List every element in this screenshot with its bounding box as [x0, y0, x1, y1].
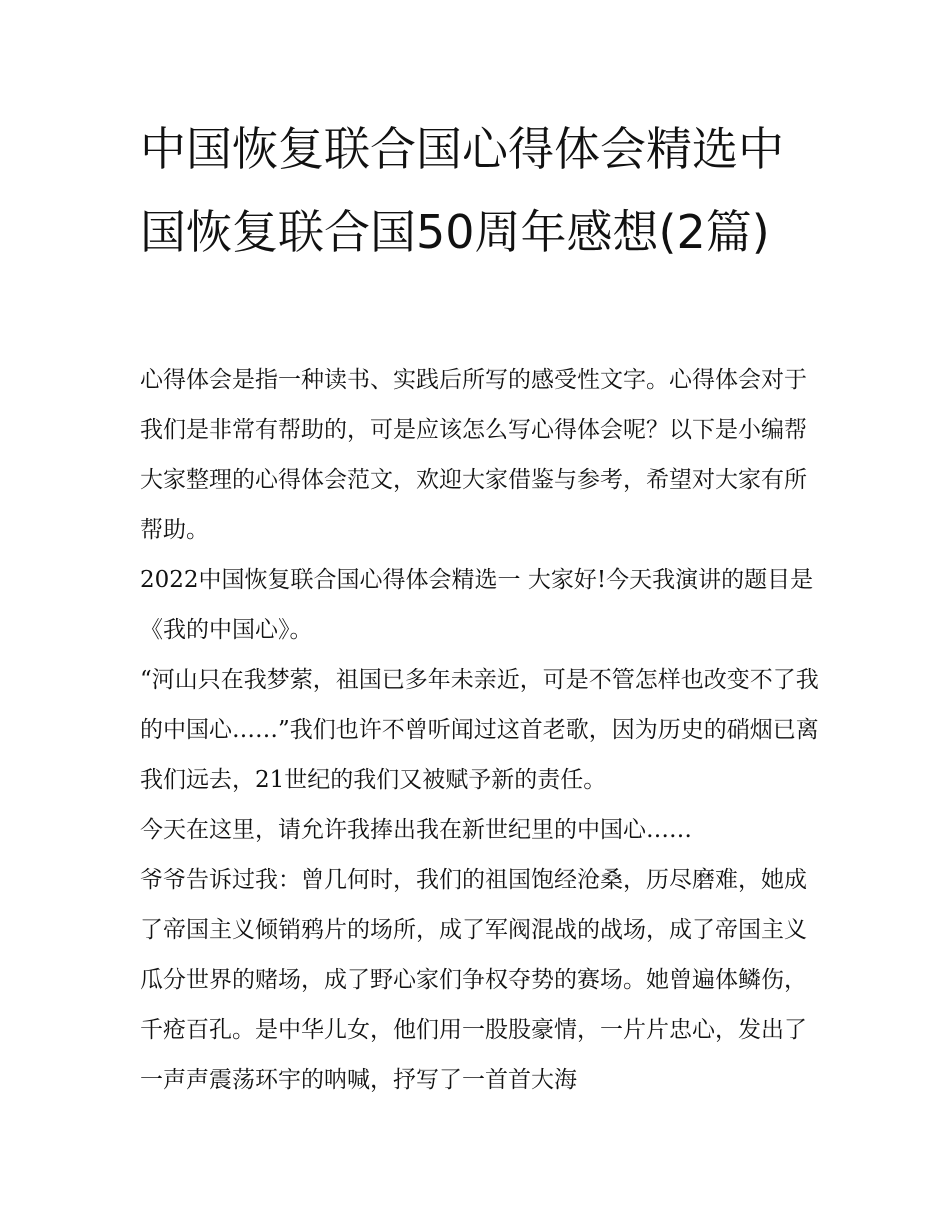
paragraph-song-quote: “河山只在我梦萦，祖国已多年未亲近，可是不管怎样也改变不了我的中国心……”我们也许不曾听闻过这首老歌，因为历史的硝烟已离我们远去，21世纪的我们又被赋予新的责任。 — [140, 667, 819, 793]
paragraph-today: 今天在这里，请允许我捧出我在新世纪里的中国心…… — [140, 817, 692, 843]
paragraph-intro: 心得体会是指一种读书、实践后所写的感受性文字。心得体会对于我们是非常有帮助的，可是应该怎么写心得体会呢？以下是小编帮大家整理的心得体会范文，欢迎大家借鉴与参考，希望对大家有所帮助。 — [140, 367, 807, 543]
document-title: 中国恢复联合国心得体会精选中国恢复联合国50周年感想(2篇) — [140, 122, 784, 259]
paragraph-speech-opening: 2022中国恢复联合国心得体会精选一 大家好!今天我演讲的题目是《我的中国心》。 — [140, 567, 814, 643]
paragraph-grandfather: 爷爷告诉过我：曾几何时，我们的祖国饱经沧桑，历尽磨难，她成了帝国主义倾销鸦片的场所，成了军阀混战的战场，成了帝国主义瓜分世界的赌场，成了野心家们争权夺势的赛场。她曾遍体鳞伤，千疮百孔。是中华儿女，他们用一股股豪情，一片片忠心，发出了一声声震荡环宇的呐喊，抒写了一首首大海 — [140, 867, 807, 1093]
document-body — [140, 355, 820, 1105]
